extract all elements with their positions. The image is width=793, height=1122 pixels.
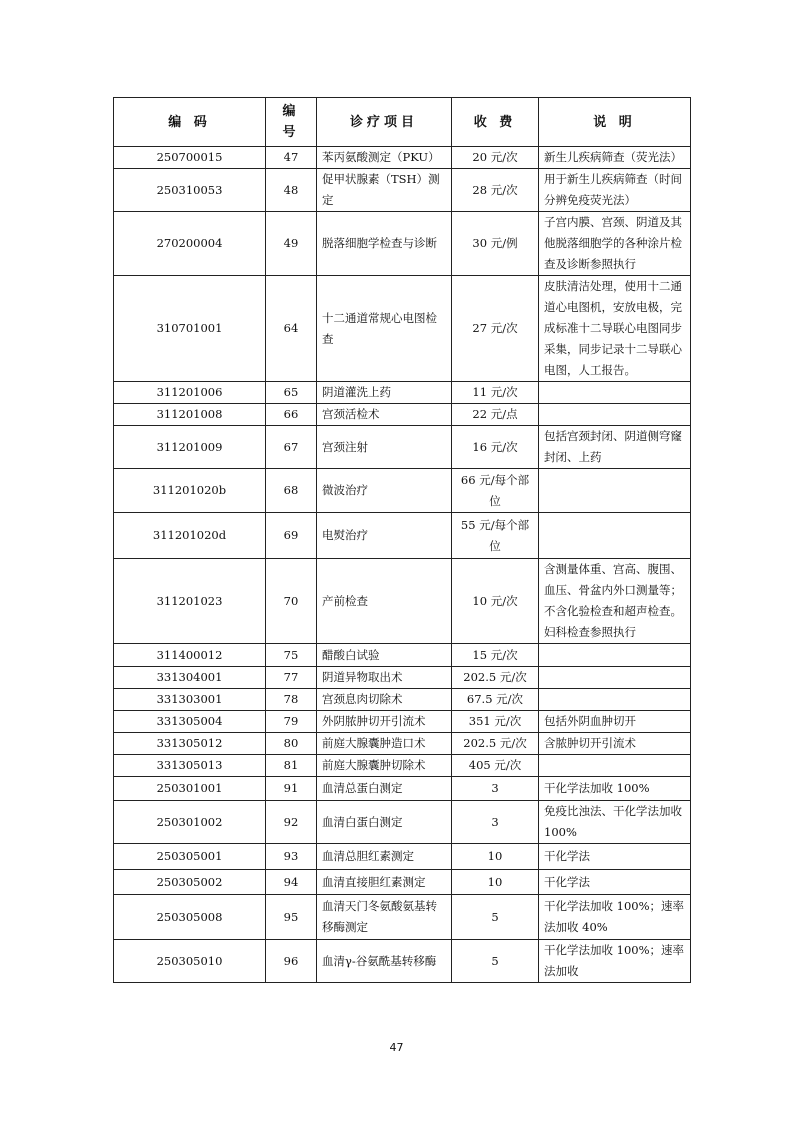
cell-code: 331305012: [114, 733, 266, 755]
cell-code: 331304001: [114, 667, 266, 689]
cell-note: [539, 469, 691, 513]
cell-fee: 5: [452, 940, 539, 983]
cell-item: 促甲状腺素（TSH）测定: [317, 169, 452, 212]
cell-fee: 351 元/次: [452, 711, 539, 733]
table-row: [114, 169, 691, 212]
cell-code: 250305002: [114, 870, 266, 895]
cell-item: 血清总蛋白测定: [317, 777, 452, 801]
cell-fee: 10: [452, 870, 539, 895]
cell-number: 70: [266, 559, 317, 644]
cell-code: 250301001: [114, 777, 266, 801]
header-item: 诊疗项目: [317, 98, 452, 147]
header-code: 编 码: [114, 98, 266, 147]
cell-fee: 22 元/点: [452, 404, 539, 426]
table-header-row: [114, 98, 691, 147]
table-row: [114, 644, 691, 667]
cell-number: 79: [266, 711, 317, 733]
cell-note: [539, 667, 691, 689]
cell-item: 前庭大腺囊肿造口术: [317, 733, 452, 755]
cell-code: 331303001: [114, 689, 266, 711]
cell-item: 前庭大腺囊肿切除术: [317, 755, 452, 777]
cell-item: 宫颈息肉切除术: [317, 689, 452, 711]
cell-fee: 67.5 元/次: [452, 689, 539, 711]
cell-note: 皮肤清洁处理，使用十二通道心电图机，安放电极，完成标准十二导联心电图同步采集，同步记录十二导联心电图，人工报告。: [539, 276, 691, 382]
cell-note: 用于新生儿疾病筛查（时间分辨免疫荧光法）: [539, 169, 691, 212]
table-row: [114, 513, 691, 559]
table-row: [114, 733, 691, 755]
table-row: [114, 689, 691, 711]
cell-code: 250310053: [114, 169, 266, 212]
cell-code: 250700015: [114, 147, 266, 169]
cell-number: 78: [266, 689, 317, 711]
cell-number: 65: [266, 382, 317, 404]
cell-item: 电熨治疗: [317, 513, 452, 559]
cell-number: 77: [266, 667, 317, 689]
cell-item: 血清天门冬氨酸氨基转移酶测定: [317, 895, 452, 940]
cell-number: 80: [266, 733, 317, 755]
cell-code: 331305004: [114, 711, 266, 733]
cell-number: 68: [266, 469, 317, 513]
cell-fee: 10 元/次: [452, 559, 539, 644]
cell-fee: 28 元/次: [452, 169, 539, 212]
cell-number: 48: [266, 169, 317, 212]
cell-code: 311400012: [114, 644, 266, 667]
cell-fee: 10: [452, 844, 539, 870]
cell-item: 血清总胆红素测定: [317, 844, 452, 870]
table-row: [114, 469, 691, 513]
cell-item: 阴道异物取出术: [317, 667, 452, 689]
cell-note: 含测量体重、宫高、腹围、血压、骨盆内外口测量等；不含化验检查和超声检查。妇科检查参照执行: [539, 559, 691, 644]
cell-code: 250301002: [114, 801, 266, 844]
table-row: [114, 667, 691, 689]
cell-note: 干化学法加收 100%；速率法加收: [539, 940, 691, 983]
cell-item: 脱落细胞学检查与诊断: [317, 212, 452, 276]
cell-code: 311201008: [114, 404, 266, 426]
header-number: 编 号: [266, 98, 317, 147]
cell-code: 311201009: [114, 426, 266, 469]
table-row: [114, 212, 691, 276]
cell-item: 十二通道常规心电图检查: [317, 276, 452, 382]
cell-note: 新生儿疾病筛查（荧光法）: [539, 147, 691, 169]
cell-code: 270200004: [114, 212, 266, 276]
cell-code: 311201023: [114, 559, 266, 644]
cell-fee: 20 元/次: [452, 147, 539, 169]
cell-note: 子宫内膜、宫颈、阴道及其他脱落细胞学的各种涂片检查及诊断参照执行: [539, 212, 691, 276]
cell-fee: 15 元/次: [452, 644, 539, 667]
fee-table: [113, 97, 691, 983]
cell-note: 干化学法: [539, 870, 691, 895]
cell-number: 93: [266, 844, 317, 870]
cell-note: [539, 755, 691, 777]
table-row: [114, 404, 691, 426]
table-row: [114, 895, 691, 940]
header-fee: 收 费: [452, 98, 539, 147]
cell-number: 91: [266, 777, 317, 801]
header-note: 说 明: [539, 98, 691, 147]
cell-note: [539, 382, 691, 404]
cell-item: 血清γ-谷氨酰基转移酶: [317, 940, 452, 983]
table-row: [114, 711, 691, 733]
table-row: [114, 755, 691, 777]
table-row: [114, 426, 691, 469]
cell-number: 94: [266, 870, 317, 895]
table-row: [114, 870, 691, 895]
cell-note: 包括宫颈封闭、阴道侧穹窿封闭、上药: [539, 426, 691, 469]
cell-fee: 55 元/每个部位: [452, 513, 539, 559]
cell-fee: 405 元/次: [452, 755, 539, 777]
cell-note: 干化学法加收 100%: [539, 777, 691, 801]
cell-number: 66: [266, 404, 317, 426]
cell-note: 含脓肿切开引流术: [539, 733, 691, 755]
cell-item: 宫颈活检术: [317, 404, 452, 426]
cell-number: 96: [266, 940, 317, 983]
cell-code: 310701001: [114, 276, 266, 382]
cell-number: 92: [266, 801, 317, 844]
cell-fee: 66 元/每个部位: [452, 469, 539, 513]
table-row: [114, 801, 691, 844]
cell-note: 包括外阴血肿切开: [539, 711, 691, 733]
cell-note: [539, 404, 691, 426]
cell-item: 外阴脓肿切开引流术: [317, 711, 452, 733]
cell-item: 苯丙氨酸测定（PKU）: [317, 147, 452, 169]
table-row: [114, 940, 691, 983]
cell-number: 95: [266, 895, 317, 940]
table-row: [114, 844, 691, 870]
cell-fee: 3: [452, 801, 539, 844]
cell-note: [539, 689, 691, 711]
cell-number: 64: [266, 276, 317, 382]
cell-note: [539, 513, 691, 559]
cell-fee: 5: [452, 895, 539, 940]
cell-code: 311201020d: [114, 513, 266, 559]
cell-number: 49: [266, 212, 317, 276]
table-row: [114, 559, 691, 644]
cell-code: 311201006: [114, 382, 266, 404]
cell-note: 免疫比浊法、干化学法加收 100%: [539, 801, 691, 844]
cell-item: 醋酸白试验: [317, 644, 452, 667]
table-row: [114, 382, 691, 404]
cell-code: 250305008: [114, 895, 266, 940]
page-number: 47: [389, 1041, 404, 1054]
table-row: [114, 777, 691, 801]
cell-fee: 27 元/次: [452, 276, 539, 382]
table-row: [114, 147, 691, 169]
cell-fee: 11 元/次: [452, 382, 539, 404]
cell-note: 干化学法加收 100%；速率法加收 40%: [539, 895, 691, 940]
cell-item: 产前检查: [317, 559, 452, 644]
cell-item: 微波治疗: [317, 469, 452, 513]
cell-fee: 202.5 元/次: [452, 733, 539, 755]
cell-fee: 30 元/例: [452, 212, 539, 276]
table-row: [114, 276, 691, 382]
cell-code: 331305013: [114, 755, 266, 777]
cell-code: 311201020b: [114, 469, 266, 513]
cell-fee: 16 元/次: [452, 426, 539, 469]
cell-number: 75: [266, 644, 317, 667]
cell-note: 干化学法: [539, 844, 691, 870]
cell-fee: 3: [452, 777, 539, 801]
cell-number: 69: [266, 513, 317, 559]
cell-item: 宫颈注射: [317, 426, 452, 469]
cell-fee: 202.5 元/次: [452, 667, 539, 689]
cell-number: 47: [266, 147, 317, 169]
cell-item: 血清白蛋白测定: [317, 801, 452, 844]
cell-code: 250305010: [114, 940, 266, 983]
cell-number: 81: [266, 755, 317, 777]
cell-note: [539, 644, 691, 667]
cell-code: 250305001: [114, 844, 266, 870]
cell-item: 血清直接胆红素测定: [317, 870, 452, 895]
cell-item: 阴道灌洗上药: [317, 382, 452, 404]
cell-number: 67: [266, 426, 317, 469]
